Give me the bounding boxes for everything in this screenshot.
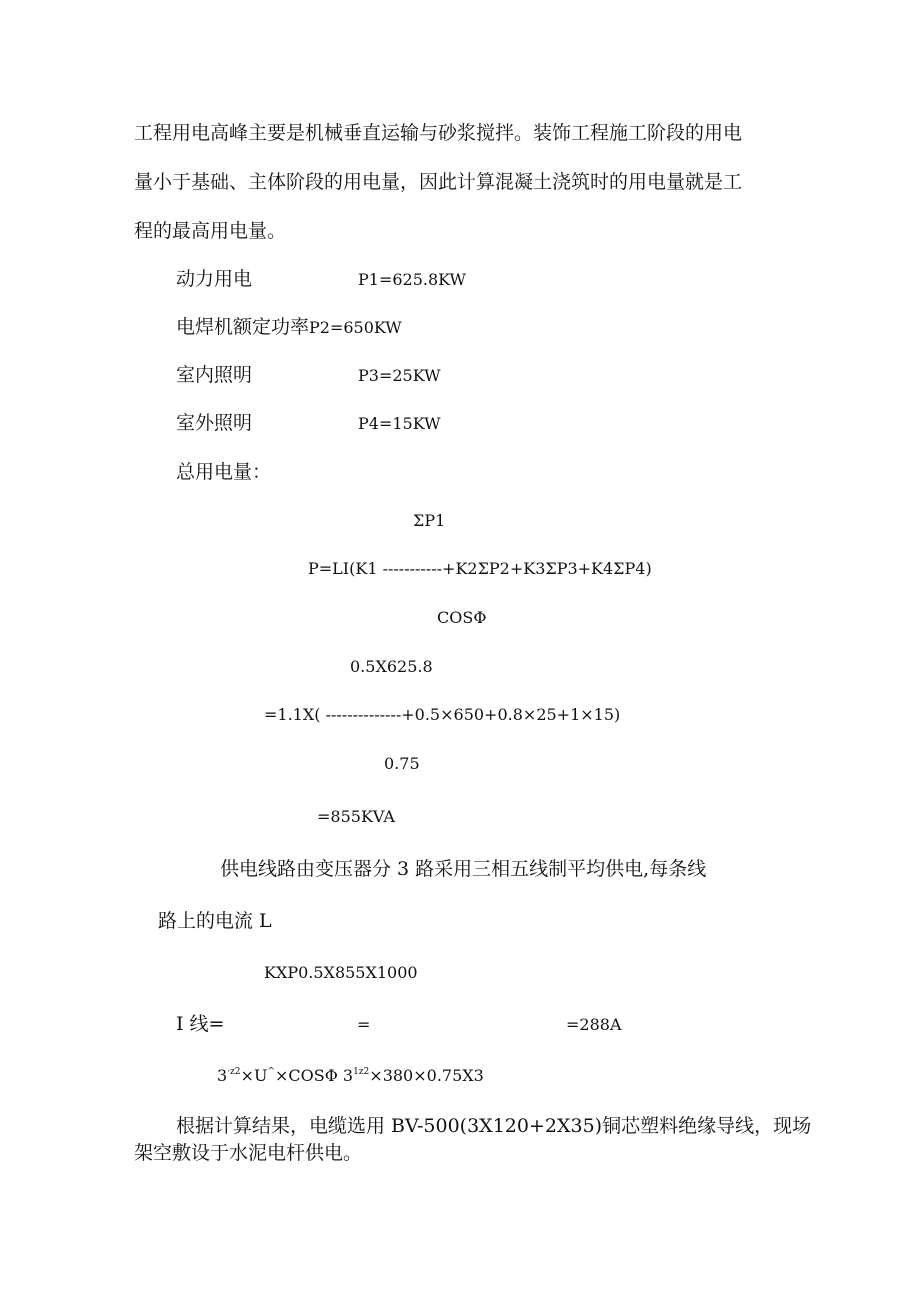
formula-numerator: ΣP1: [413, 511, 446, 530]
den-sup-c: 1z2: [353, 1067, 370, 1077]
load-label-p1: 动力用电: [176, 268, 253, 290]
load-value-p2: P2=650KW: [309, 318, 402, 337]
den-part-c: ×COSΦ 3: [274, 1066, 354, 1085]
supply-line-2: 路上的电流 L: [158, 910, 272, 932]
current-equals: =: [357, 1015, 371, 1034]
current-result: =288A: [566, 1015, 622, 1034]
load-row-p2: [176, 315, 402, 340]
formula-main: P=LI(K1 -----------+K2ΣP2+K3ΣP3+K4ΣP4): [308, 559, 652, 578]
current-numerator: KXP0.5X855X1000: [264, 963, 418, 982]
load-label-p2: 电焊机额定功率: [176, 316, 310, 338]
den-part-b: ×U: [240, 1066, 268, 1085]
calc-denominator: 0.75: [384, 754, 420, 773]
load-value-p3: P3=25KW: [358, 366, 441, 385]
den-sup-a: ·z2: [227, 1067, 241, 1077]
supply-line-1: 供电线路由变压器分 3 路采用三相五线制平均供电,每条线: [220, 858, 707, 880]
current-label: I 线=: [176, 1013, 225, 1035]
load-value-p1: P1=625.8KW: [358, 270, 466, 289]
den-part-d: ×380×0.75X3: [369, 1066, 484, 1085]
intro-line-1: 工程用电高峰主要是机械垂直运输与砂浆搅拌。装饰工程施工阶段的用电: [134, 122, 743, 144]
conclusion-line-1: 根据计算结果，电缆选用 BV-500(3X120+2X35)铜芯塑料绝缘导线，现场: [176, 1115, 812, 1137]
intro-line-2: 量小于基础、主体阶段的用电量，因此计算混凝土浇筑时的用电量就是工: [134, 171, 743, 193]
load-label-p4: 室外照明: [176, 412, 253, 434]
total-label: 总用电量：: [176, 461, 272, 483]
calc-main: =1.1X( --------------+0.5×650+0.8×25+1×15): [264, 705, 621, 724]
load-label-p3: 室内照明: [176, 364, 253, 386]
current-denominator: [217, 1064, 484, 1088]
den-sup-b: ^: [267, 1067, 275, 1077]
load-value-p4: P4=15KW: [358, 414, 441, 433]
intro-line-3: 程的最高用电量。: [134, 220, 287, 242]
calc-numerator: 0.5X625.8: [350, 657, 433, 676]
calc-result: =855KVA: [317, 807, 395, 826]
den-part-a: 3: [217, 1066, 228, 1085]
conclusion-line-2: 架空敷设于水泥电杆供电。: [134, 1142, 363, 1164]
formula-denominator: COSΦ: [437, 608, 487, 627]
